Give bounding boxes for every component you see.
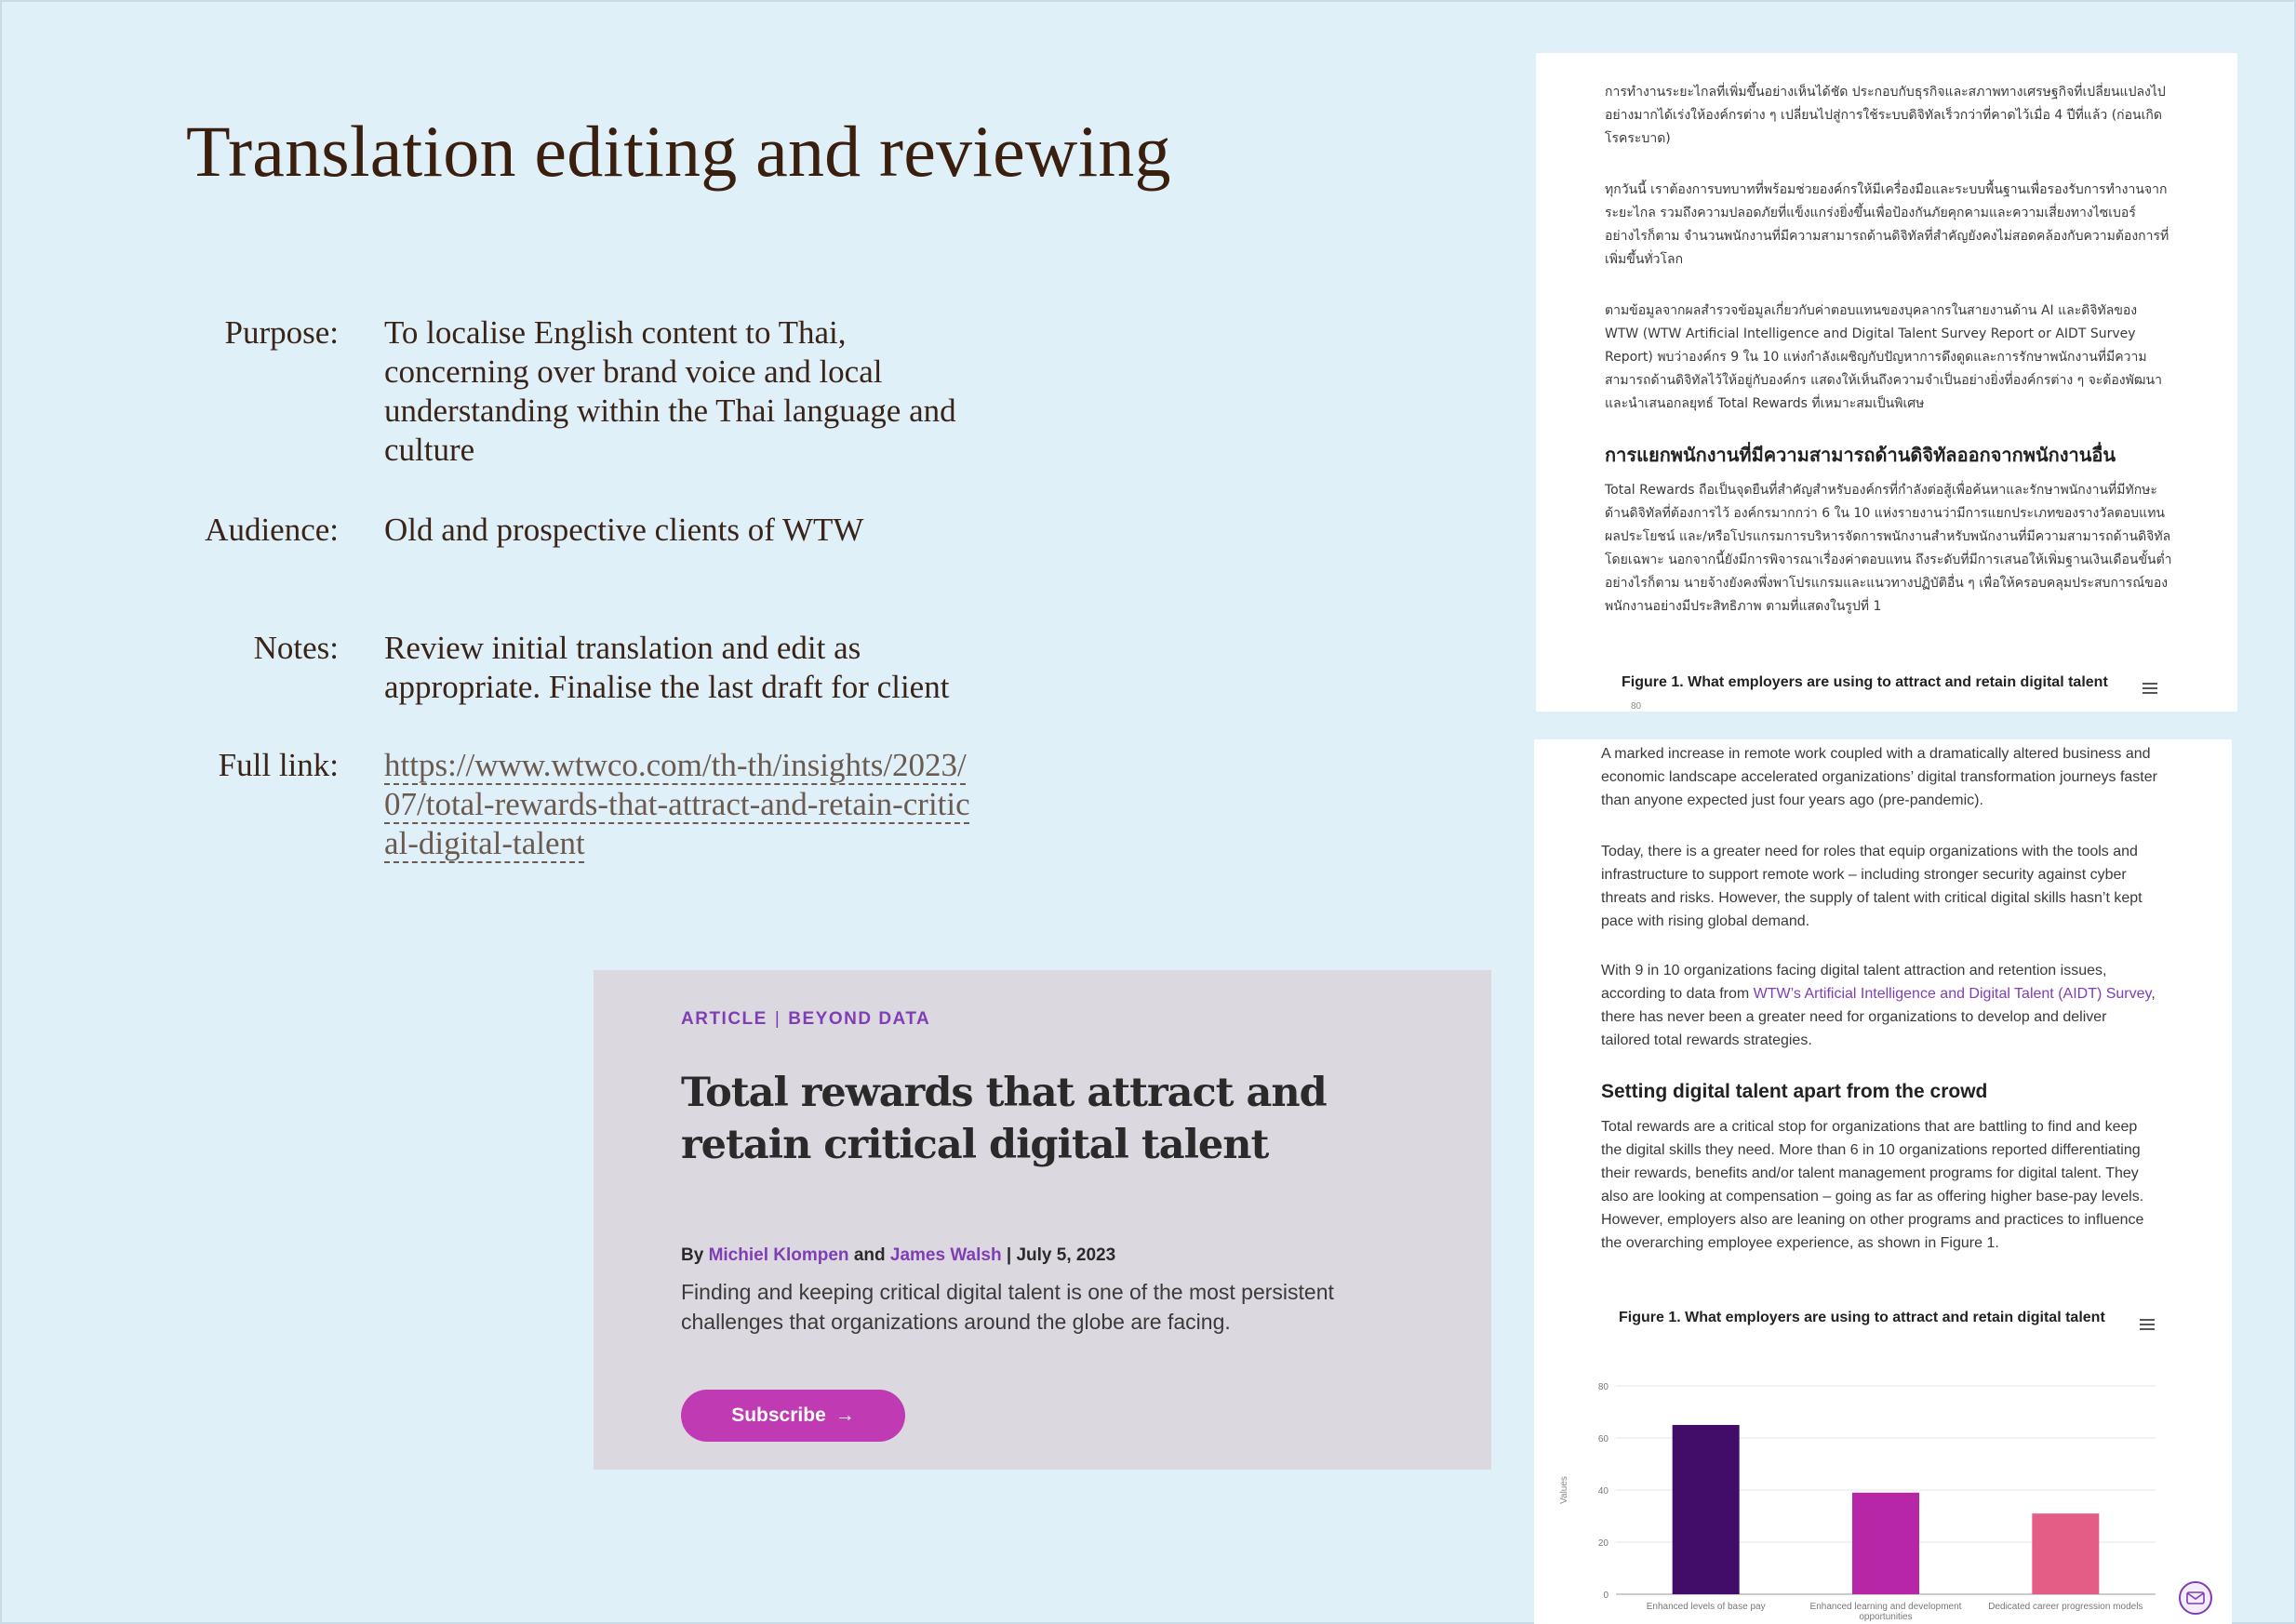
subscribe-label: Subscribe — [731, 1404, 826, 1426]
article-eyebrow — [681, 1009, 930, 1030]
bar-3 — [2032, 1513, 2099, 1594]
article-date: | July 5, 2023 — [1006, 1245, 1116, 1265]
link-label: Full link: — [218, 747, 339, 783]
notes-label: Notes: — [253, 630, 339, 666]
purpose-row — [140, 313, 1005, 470]
eyebrow-type: ARTICLE — [681, 1009, 768, 1029]
audience-value: Old and prospective clients of WTW — [384, 512, 864, 548]
thai-paragraph-2: ทุกวันนี้ เราต้องการบทบาทที่พร้อมช่วยองค์กรให้มีเครื่องมือและระบบพื้นฐานเพื่อรองรับการทำงานจากระยะไกล รวมถึงความปลอดภัยที่แข็งแกร่งยิ่งขึ้นเพื่อป้องกันภัยคุกคามและความเสี่ยงทางไซเบอร์ อย่างไรก็ตาม จำนวนพนักงานที่มีความสามารถด้านดิจิทัลที่สำคัญยังคงไม่สอดคล้องกับความต้องการที่เพิ่มขึ้นทั่วโลก — [1605, 182, 2169, 267]
bar-2 — [1852, 1493, 1919, 1594]
thai-translation-panel — [1536, 53, 2237, 712]
byline-by: By — [681, 1245, 704, 1265]
y-tick-label: 0 — [1603, 1591, 1609, 1601]
thai-paragraph-3: ตามข้อมูลจากผลสำรวจข้อมูลเกี่ยวกับค่าตอบแทนของบุคลากรในสายงานด้าน AI และดิจิทัลของ WTW (WTW Artificial Intelligence and Digital Talent Survey Report or AIDT Survey Report) พบว่าองค์กร 9 ใน 10 แห่งกำลังเผชิญกับปัญหาการดึงดูดและการรักษาพนักงานที่มีความสามารถด้านดิจิทัลไว้ให้อยู่กับองค์กร แสดงให้เห็นถึงความจำเป็นอย่างยิ่งที่องค์กรต่าง ๆ จะต้องพัฒนาและนำเสนอกลยุทธ์ Total Rewards ที่เหมาะสมเป็นพิเศษ — [1605, 303, 2162, 411]
purpose-value: To localise English content to Thai, concerning over brand voice and local understanding within the Thai language and culture — [384, 314, 956, 468]
notes-value: Review initial translation and edit as appropriate. Finalise the last draft for client — [384, 630, 950, 705]
author-link-1[interactable]: Michiel Klompen — [708, 1245, 849, 1265]
full-link[interactable]: https://www.wtwco.com/th-th/insights/2023/07/total-rewards-that-attract-and-retain-critical-digital-talent — [384, 747, 970, 861]
eyebrow-separator: | — [774, 1009, 781, 1029]
audience-label: Audience: — [205, 512, 339, 548]
arrow-right-icon: → — [834, 1404, 855, 1426]
aidt-survey-link[interactable]: WTW’s Artificial Intelligence and Digital Talent (AIDT) Survey — [1753, 986, 2152, 1002]
english-figure-title: Figure 1. What employers are using to attract and retain digital talent — [1619, 1310, 2105, 1325]
article-card — [594, 970, 1491, 1470]
bar-chart — [1534, 739, 2232, 1624]
thai-heading: การแยกพนักงานที่มีความสามารถด้านดิจิทัลออกจากพนักงานอื่น — [1605, 444, 2116, 466]
subscribe-button[interactable] — [681, 1390, 905, 1442]
chart-menu-icon[interactable] — [2142, 683, 2157, 695]
purpose-label: Purpose: — [224, 314, 339, 351]
english-heading: Setting digital talent apart from the crowd — [1601, 1081, 1988, 1102]
y-tick-label: 40 — [1597, 1486, 1609, 1497]
english-paragraph-1: A marked increase in remote work coupled with a dramatically altered business and economic landscape accelerated organizations’ digital transformation journeys faster than anyone expected just four years ago (pre-pandemic). — [1601, 746, 2157, 808]
y-axis-label: Values — [1559, 1476, 1569, 1504]
thai-paragraph-4: Total Rewards ถือเป็นจุดยืนที่สำคัญสำหรับองค์กรที่กำลังต่อสู้เพื่อค้นหาและรักษาพนักงานที่มีทักษะด้านดิจิทัลที่ต้องการไว้ องค์กรมากกว่า 6 ใน 10 แห่งรายงานว่ามีการแยกประเภทของรางวัลตอบแทน ผลประโยชน์ และ/หรือโปรแกรมการบริหารจัดการพนักงานสำหรับพนักงานที่มีความสามารถด้านดิจิทัลโดยเฉพาะ นอกจากนี้ยังมีการพิจารณาเรื่องค่าตอบแทน ถึงระดับที่มีการเสนอให้เพิ่มฐานเงินเดือนขั้นต่ำ อย่างไรก็ตาม นายจ้างยังคงพึ่งพาโปรแกรมและแนวทางปฏิบัติอื่น ๆ เพื่อให้ครอบคลุมประสบการณ์ของพนักงานอย่างมีประสิทธิภาพ ตามที่แสดงในรูปที่ 1 — [1605, 483, 2172, 614]
page-title: Translation editing and reviewing — [186, 111, 1171, 192]
english-paragraph-3-pre: With 9 in 10 organizations facing digital talent attraction and retention issues, according to data from — [1601, 963, 2107, 1002]
thai-paragraph-1: การทำงานระยะไกลที่เพิ่มขึ้นอย่างเห็นได้ชัด ประกอบกับธุรกิจและสภาพทางเศรษฐกิจที่เปลี่ยนแปลงไปอย่างมากได้เร่งให้องค์กรต่าง ๆ เปลี่ยนไปสู่การใช้ระบบดิจิทัลเร็วกว่าที่คาดไว้เมื่อ 4 ปีที่แล้ว (ก่อนเกิดโรคระบาด) — [1605, 85, 2166, 146]
english-source-panel — [1534, 739, 2232, 1624]
feedback-button[interactable] — [2179, 1581, 2212, 1615]
audience-row — [140, 511, 1005, 550]
y-tick-label: 80 — [1597, 1382, 1609, 1392]
english-paragraph-3-post: , there has never been a greater need for organizations to develop and deliver tailored total rewards strategies. — [1601, 986, 2156, 1048]
english-paragraph-4: Total rewards are a critical stop for organizations that are battling to find and keep the digital skills they need. More than 6 in 10 organizations reported differentiating their rewards, benefits and/or talent management programs for digital talent. They also are looking at compensation – going as far as offering higher base-pay levels. However, employers also are leaning on other programs and practices to influence the overarching employee experience, as shown in Figure 1. — [1601, 1119, 2144, 1251]
article-title: Total rewards that attract and retain critical digital talent — [681, 1070, 1327, 1168]
y-tick-label: 20 — [1597, 1538, 1609, 1549]
bar-1 — [1673, 1425, 1740, 1594]
link-row — [140, 746, 1005, 863]
y-tick-label: 60 — [1597, 1434, 1609, 1444]
article-dek: Finding and keeping critical digital talent is one of the most persistent challenges that organizations around the globe are facing. — [681, 1280, 1334, 1334]
x-tick-label: Dedicated career progression models — [1988, 1602, 2143, 1612]
x-tick-label: Enhanced levels of base pay — [1646, 1602, 1766, 1612]
notes-row — [140, 629, 1005, 707]
x-tick-label: Enhanced learning and development opportunities — [1809, 1602, 1962, 1622]
english-paragraph-2: Today, there is a greater need for roles that equip organizations with the tools and infrastructure to support remote work – including stronger security against cyber threats and risks. However, the supply of talent with critical digital skills hasn’t kept pace with rising global demand. — [1601, 844, 2142, 929]
thai-axis-peek: 80 — [1631, 701, 1642, 712]
eyebrow-category-link[interactable]: BEYOND DATA — [788, 1009, 931, 1029]
byline-and: and — [853, 1245, 886, 1265]
article-byline — [681, 1245, 1115, 1266]
mail-icon — [2186, 1591, 2205, 1604]
author-link-2[interactable]: James Walsh — [889, 1245, 1002, 1265]
thai-figure-title: Figure 1. What employers are using to attract and retain digital talent — [1622, 674, 2108, 690]
